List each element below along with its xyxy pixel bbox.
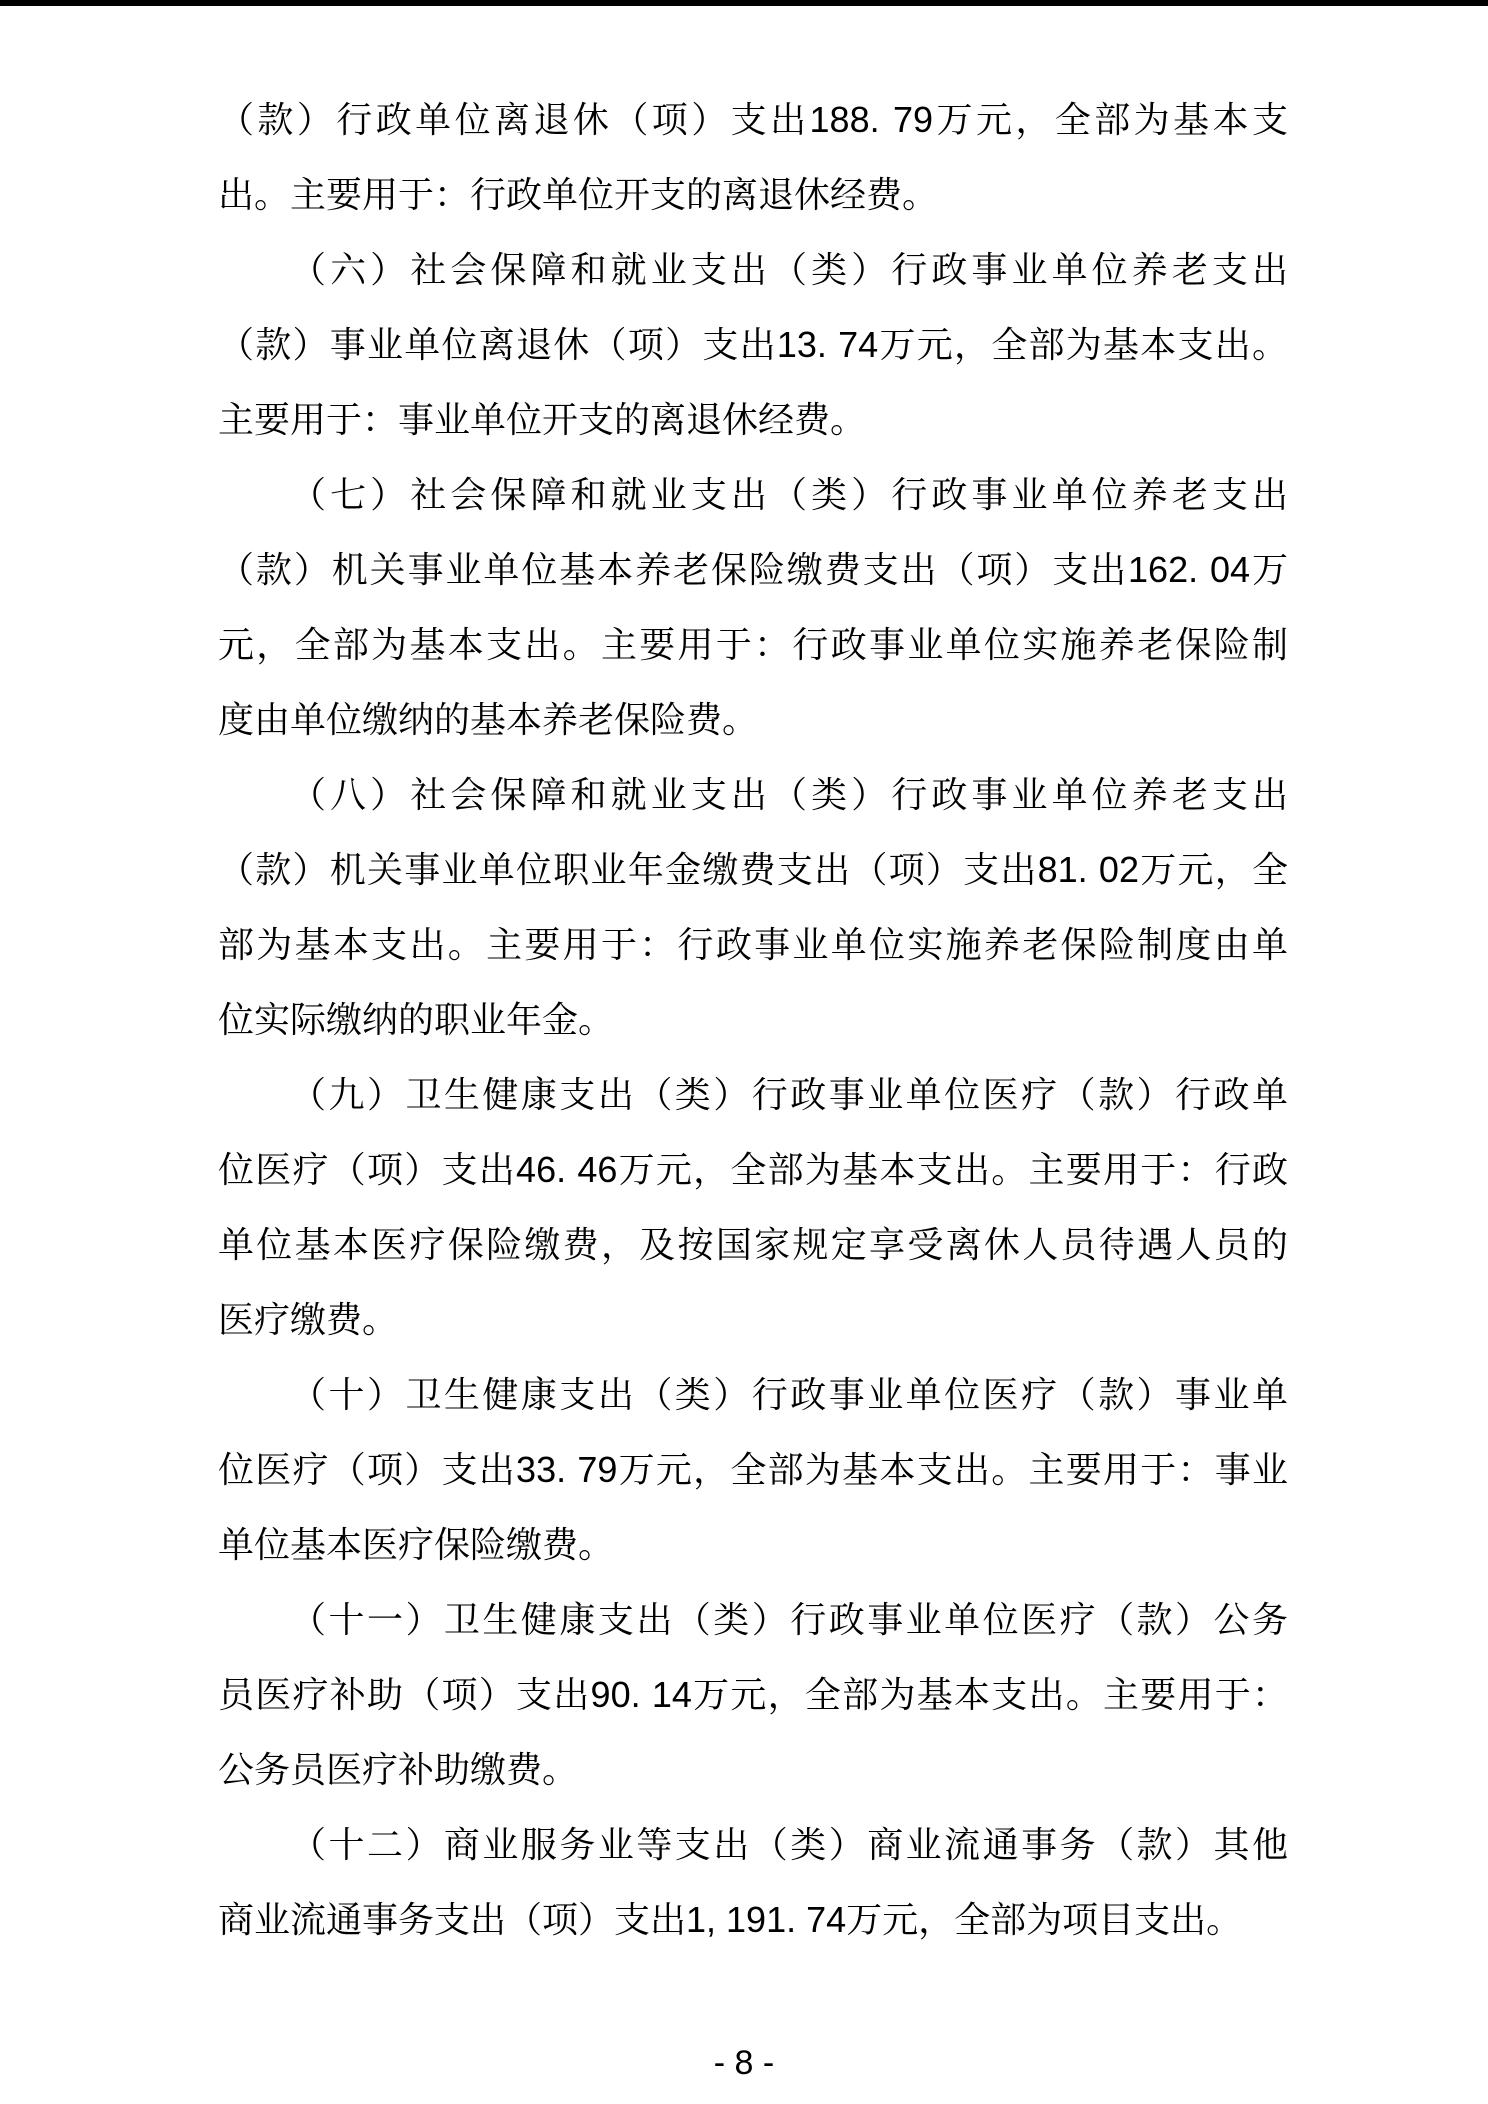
text-line: 位医疗（项）支出46. 46万元，全部为基本支出。主要用于：行政	[218, 1149, 1288, 1190]
text-line: 元，全部为基本支出。主要用于：行政事业单位实施养老保险制	[218, 624, 1288, 665]
text-line: （十二）商业服务业等支出（类）商业流通事务（款）其他	[290, 1824, 1288, 1865]
text-line: （款）事业单位离退休（项）支出13. 74万元，全部为基本支出。	[218, 324, 1288, 365]
page-top-border	[0, 0, 1488, 6]
text-line: 医疗缴费。	[218, 1299, 399, 1340]
text-line: （款）机关事业单位职业年金缴费支出（项）支出81. 02万元，全	[218, 849, 1288, 890]
text-line: 主要用于：事业单位开支的离退休经费。	[218, 399, 867, 440]
text-line: 出。主要用于：行政单位开支的离退休经费。	[218, 174, 939, 215]
text-line: 位实际缴纳的职业年金。	[218, 999, 615, 1040]
body-text	[218, 82, 1288, 1957]
text-line: 商业流通事务支出（项）支出1, 191. 74万元，全部为项目支出。	[218, 1899, 1243, 1940]
text-line: 部为基本支出。主要用于：行政事业单位实施养老保险制度由单	[218, 924, 1288, 965]
text-line: 员医疗补助（项）支出90. 14万元，全部为基本支出。主要用于：	[218, 1674, 1288, 1715]
page-number: - 8 -	[713, 2044, 775, 2082]
text-line: （十一）卫生健康支出（类）行政事业单位医疗（款）公务	[290, 1599, 1288, 1640]
text-line: （款）机关事业单位基本养老保险缴费支出（项）支出162. 04万	[218, 549, 1288, 590]
text-line: 单位基本医疗保险缴费，及按国家规定享受离休人员待遇人员的	[218, 1224, 1288, 1265]
text-line: 度由单位缴纳的基本养老保险费。	[218, 699, 759, 740]
text-line: （十）卫生健康支出（类）行政事业单位医疗（款）事业单	[290, 1374, 1288, 1415]
text-line: 单位基本医疗保险缴费。	[218, 1524, 615, 1565]
text-line: （九）卫生健康支出（类）行政事业单位医疗（款）行政单	[290, 1074, 1288, 1115]
text-line: （款）行政单位离退休（项）支出188. 79万元，全部为基本支	[218, 99, 1288, 140]
text-line: （七）社会保障和就业支出（类）行政事业单位养老支出	[290, 474, 1288, 515]
text-line: 公务员医疗补助缴费。	[218, 1749, 579, 1790]
text-line: 位医疗（项）支出33. 79万元，全部为基本支出。主要用于：事业	[218, 1449, 1288, 1490]
text-line: （六）社会保障和就业支出（类）行政事业单位养老支出	[290, 249, 1288, 290]
text-line: （八）社会保障和就业支出（类）行政事业单位养老支出	[290, 774, 1288, 815]
